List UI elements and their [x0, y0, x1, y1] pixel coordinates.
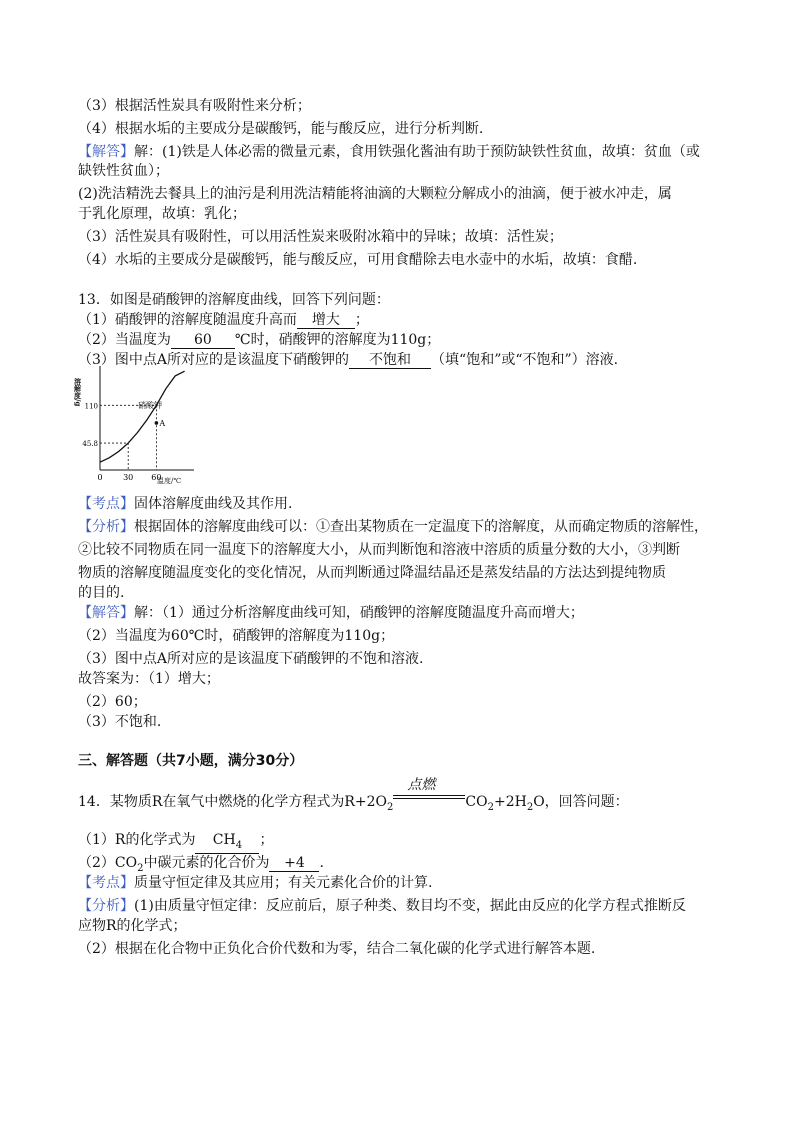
text-content: +2H: [493, 794, 527, 810]
text-content: 固体溶解度曲线及其作用.: [134, 496, 293, 512]
text-line: [78, 144, 700, 160]
text-content: ；: [354, 312, 369, 328]
subscript: 2: [526, 801, 534, 813]
text-line: 故答案为：（1）增大；: [78, 671, 220, 687]
analysis-tag: 【分析】: [78, 519, 134, 535]
text-line: 应物R的化学式；: [78, 918, 187, 934]
sub-question: [78, 832, 273, 854]
answer-tag: 【解答】: [78, 144, 134, 160]
answer-blank: [195, 833, 259, 854]
text-line: （2）60；: [78, 694, 147, 710]
solubility-curve: [100, 371, 185, 462]
text-content: ℃时，硝酸钾的溶解度为110g；: [234, 332, 441, 348]
text-content: （3）图中点A所对应的是该温度下硝酸钾的: [78, 352, 350, 368]
text-line: （4）根据水垢的主要成分是碳酸钙，能与酸反应，进行分析判断.: [78, 121, 484, 137]
sub-question: [78, 855, 324, 877]
text-line: （3）图中点A所对应的是该温度下硝酸钾的不饱和溶液.: [78, 651, 424, 667]
text-content: （2）当温度为: [78, 332, 171, 348]
text-content: 质量守恒定律及其应用；有关元素化合价的计算.: [134, 875, 433, 891]
section-title: 三、解答题（共7小题，满分30分）: [78, 753, 304, 769]
text-line: [78, 496, 292, 512]
text-content: 解：(1)铁是人体必需的微量元素，食用铁强化酱油有助于预防缺铁性贫血，故填：贫血（或: [134, 144, 700, 160]
text-line: 缺铁性贫血）；: [78, 163, 169, 179]
point-a: [155, 421, 159, 425]
text-content: 14．某物质R在氧气中燃烧的化学方程式为R+2O: [78, 794, 388, 810]
subscript: 2: [137, 862, 144, 874]
text-line: [78, 519, 708, 535]
reaction-arrow: [393, 777, 465, 806]
text-content: （2）CO: [78, 855, 138, 871]
text-content: 解：（1）通过分析溶解度曲线可知，硝酸钾的溶解度随温度升高而增大；: [134, 605, 584, 621]
text-content: (1)由质量守恒定律：反应前后，原子种类、数目均不变，据此由反应的化学方程式推断反: [134, 898, 686, 914]
formula: CH: [212, 832, 236, 848]
x-axis-label: 温度/℃: [157, 477, 182, 485]
y-axis-label: 溶解度/g: [73, 378, 83, 407]
text-line: （2）根据在化合物中正负化合价代数和为零，结合二氧化碳的化学式进行解答本题.: [78, 941, 596, 957]
x-tick-label: 30: [123, 473, 134, 482]
reaction-condition: 点燃: [407, 777, 436, 793]
text-content: （1）硝酸钾的溶解度随温度升高而: [78, 312, 297, 328]
analysis-tag: 【分析】: [78, 898, 134, 914]
answer-tag: 【解答】: [78, 605, 134, 621]
text-line: （3）活性炭具有吸附性，可以用活性炭来吸附冰箱中的异味；故填：活性炭；: [78, 229, 563, 245]
solubility-chart: [73, 366, 196, 486]
text-content: （填“饱和”或“不饱和”）溶液.: [431, 352, 619, 368]
text-line: （3）不饱和.: [78, 714, 162, 730]
text-line: ②比较不同物质在同一温度下的溶解度大小，从而判断饱和溶液中溶质的质量分数的大小，③判断: [78, 542, 680, 558]
answer-blank: +4: [269, 856, 319, 872]
sub-question: [78, 312, 369, 329]
kaodian-tag: 【考点】: [78, 875, 134, 891]
text-line: （2）当温度为60℃时，硝酸钾的溶解度为110g；: [78, 628, 395, 644]
y-tick-label: 45.8: [82, 440, 98, 449]
subscript: 4: [235, 839, 243, 851]
question-title: [78, 777, 629, 816]
question-title: 13．如图是硝酸钾的溶解度曲线，回答下列问题：: [78, 292, 390, 308]
subscript: 2: [487, 801, 494, 813]
text-content: （1）R的化学式为: [78, 832, 196, 848]
y-tick-label: 110: [84, 402, 98, 411]
x-tick-label: 0: [97, 473, 103, 482]
text-line: （3）根据活性炭具有吸附性来分析；: [78, 98, 311, 114]
sub-question: [78, 332, 440, 349]
text-line: 于乳化原理，故填：乳化；: [78, 206, 246, 222]
x-tick-label: 60: [151, 473, 162, 482]
text-line: 物质的溶解度随温度变化的变化情况，从而判断通过降温结晶还是蒸发结晶的方法达到提纯物质: [78, 565, 666, 581]
subscript: 2: [387, 801, 394, 813]
text-content: .: [319, 855, 324, 871]
chart-marks: [100, 371, 185, 462]
kaodian-tag: 【考点】: [78, 496, 134, 512]
text-line: （4）水垢的主要成分是碳酸钙，能与酸反应，可用食醋除去电水壶中的水垢，故填：食醋.: [78, 252, 638, 268]
text-content: ；: [259, 832, 274, 848]
chart-axes: [82, 366, 194, 482]
text-line: [78, 898, 686, 914]
text-content: 根据固体的溶解度曲线可以：①查出某物质在一定温度下的溶解度，从而确定物质的溶解性，: [134, 519, 708, 535]
text-line: [78, 875, 432, 891]
text-line: [78, 605, 584, 621]
series-label: 硝酸钾: [138, 401, 162, 410]
text-content: O，回答问题：: [533, 794, 629, 810]
answer-blank: 60: [171, 333, 235, 349]
point-a-label: A: [159, 418, 166, 428]
text-content: 中碳元素的化合价为: [143, 855, 270, 871]
answer-blank: 不饱和: [349, 353, 431, 369]
text-line: 的目的.: [78, 585, 125, 601]
text-line: (2)洗洁精洗去餐具上的油污是利用洗洁精能将油滴的大颗粒分解成小的油滴，便于被水冲走，属: [78, 186, 672, 202]
text-content: CO: [465, 794, 488, 810]
answer-blank: 增大: [297, 313, 355, 329]
